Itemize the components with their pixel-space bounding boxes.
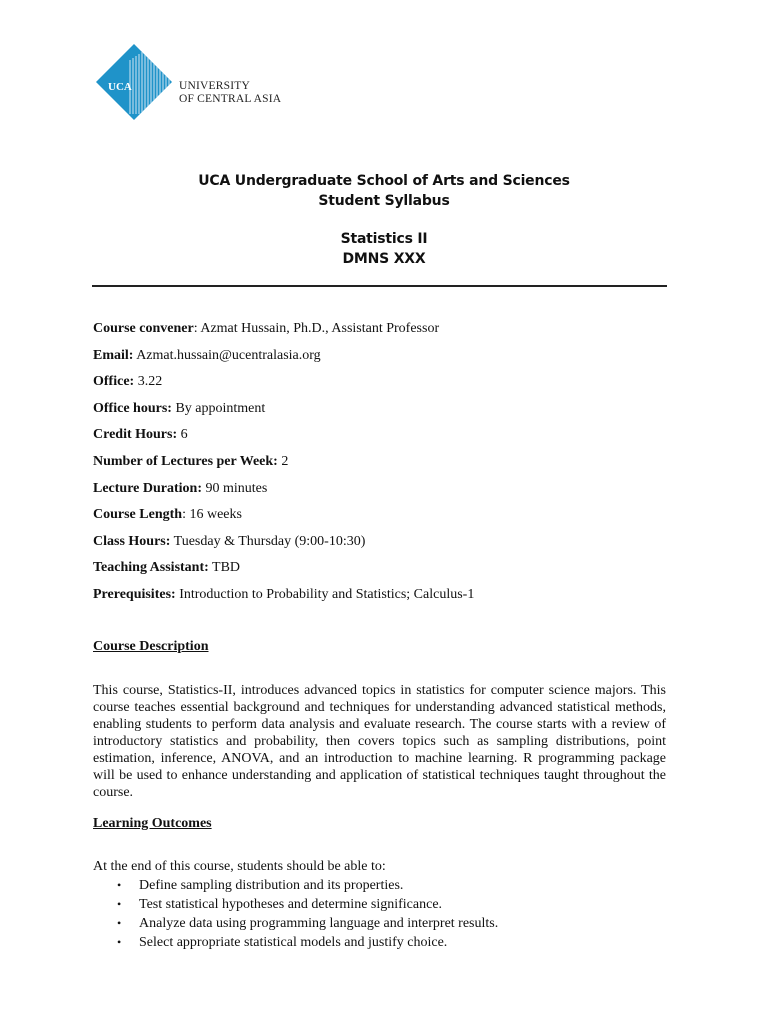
header-divider bbox=[92, 285, 667, 287]
uca-diamond-logo-icon bbox=[96, 44, 172, 120]
learning-outcomes-intro: At the end of this course, students should be able to: bbox=[93, 859, 386, 874]
list-item: • Analyze data using programming language and interpret results. bbox=[117, 916, 499, 931]
info-row-course-length: Course Length: 16 weeks bbox=[93, 507, 242, 523]
list-item: • Select appropriate statistical models and justify choice. bbox=[117, 935, 448, 950]
course-description-text: This course, Statistics-II, introduces advanced topics in statistics for computer science majors. This course teaches essential background and techniques for understanding advanced statistical methods, enabling students to perform data analysis and evaluate research. The course starts with a review of introductory statistics and probability, then covers topics such as sampling distributions, point estimation, inference, ANOVA, and an introduction to machine learning. R programming package will be used to enhance understanding and application of statistical techniques taught throughout the course. bbox=[93, 683, 666, 800]
university-logo bbox=[96, 44, 296, 120]
document-type: Student Syllabus bbox=[318, 193, 450, 209]
list-item: • Test statistical hypotheses and determine significance. bbox=[117, 897, 443, 912]
university-name bbox=[179, 80, 281, 106]
info-row-lectures-per-week: Number of Lectures per Week: 2 bbox=[93, 453, 289, 469]
info-row-email: Email: Azmat.hussain@ucentralasia.org bbox=[93, 347, 321, 363]
bullet-icon: • bbox=[117, 897, 122, 911]
learning-outcomes-list bbox=[93, 876, 498, 952]
bullet-icon: • bbox=[117, 935, 122, 949]
info-row-prerequisites: Prerequisites: Introduction to Probability and Statistics; Calculus-1 bbox=[93, 586, 475, 602]
course-info-list bbox=[93, 320, 673, 613]
course-code: DMNS XXX bbox=[342, 251, 426, 267]
university-name-line1: UNIVERSITY bbox=[179, 80, 250, 92]
bullet-icon: • bbox=[117, 878, 122, 892]
course-title: Statistics II bbox=[340, 231, 428, 247]
university-name-line2: OF CENTRAL ASIA bbox=[179, 93, 282, 105]
email-link[interactable]: Azmat.hussain@ucentralasia.org bbox=[136, 347, 321, 363]
info-row-teaching-assistant: Teaching Assistant: TBD bbox=[93, 560, 241, 576]
info-row-office-hours: Office hours: By appointment bbox=[93, 400, 266, 416]
info-row-office: Office: 3.22 bbox=[93, 374, 163, 390]
learning-outcomes-heading: Learning Outcomes bbox=[93, 816, 212, 831]
info-row-credit-hours: Credit Hours: 6 bbox=[93, 427, 188, 443]
logo-mark-text: UCA bbox=[108, 81, 132, 93]
info-row-convener: Course convener: Azmat Hussain, Ph.D., Assistant Professor bbox=[93, 321, 440, 336]
info-row-class-hours: Class Hours: Tuesday & Thursday (9:00-10:30) bbox=[93, 533, 366, 549]
course-description-heading: Course Description bbox=[93, 639, 209, 654]
bullet-icon: • bbox=[117, 916, 122, 930]
info-row-lecture-duration: Lecture Duration: 90 minutes bbox=[93, 480, 268, 496]
list-item: • Define sampling distribution and its properties. bbox=[117, 878, 404, 893]
school-title: UCA Undergraduate School of Arts and Sciences bbox=[198, 173, 570, 189]
